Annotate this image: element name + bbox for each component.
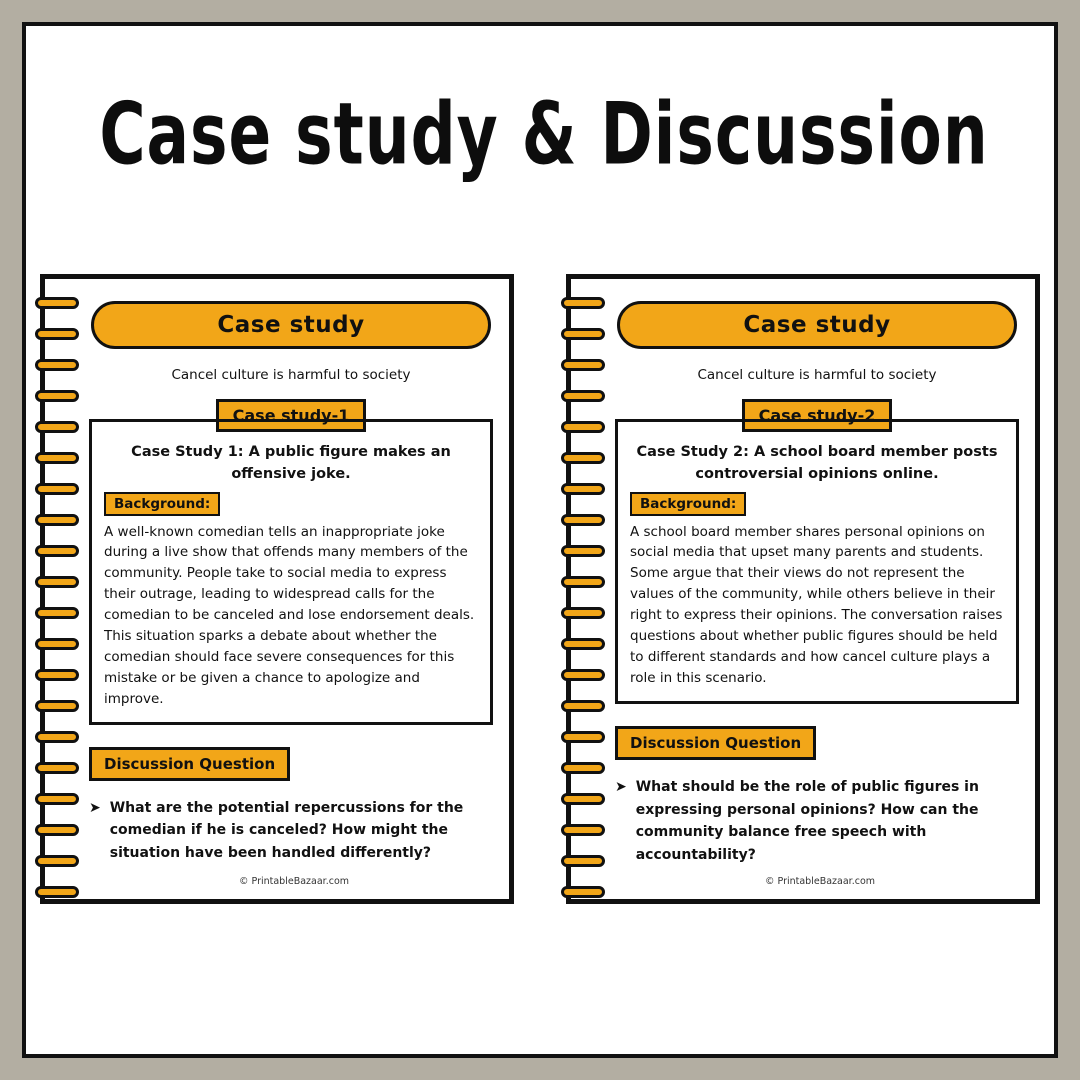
spiral-ring bbox=[561, 607, 605, 619]
page-title: Case study & Discussion bbox=[99, 84, 989, 185]
spiral-ring bbox=[35, 607, 79, 619]
spiral-ring bbox=[35, 421, 79, 433]
spiral-ring bbox=[35, 855, 79, 867]
spiral-ring bbox=[35, 390, 79, 402]
spiral-ring bbox=[561, 483, 605, 495]
spiral-ring bbox=[561, 514, 605, 526]
spiral-ring bbox=[561, 421, 605, 433]
spiral-ring bbox=[35, 297, 79, 309]
case-body-box-2 bbox=[615, 419, 1019, 704]
spiral-ring bbox=[561, 359, 605, 371]
spiral-ring bbox=[561, 669, 605, 681]
spiral-ring bbox=[35, 359, 79, 371]
spiral-ring bbox=[561, 824, 605, 836]
case-body-box-1 bbox=[89, 419, 493, 725]
case-line-2: Case Study 2: A school board member posts controversial opinions online. bbox=[636, 444, 998, 482]
background-label-1: Background: bbox=[104, 492, 220, 516]
spiral-ring bbox=[561, 793, 605, 805]
spiral-ring bbox=[35, 483, 79, 495]
case-study-card-1 bbox=[40, 274, 514, 904]
spiral-ring bbox=[561, 855, 605, 867]
background-label-2: Background: bbox=[630, 492, 746, 516]
spiral-ring bbox=[35, 576, 79, 588]
case-study-card-2 bbox=[566, 274, 1040, 904]
case-line-1: Case Study 1: A public figure makes an offensive joke. bbox=[131, 444, 451, 482]
background-text-1: A well-known comedian tells an inappropriate joke during a live show that offends many members of the community. People take to social media to express their outrage, leading to widespread calls for the comedian to be canceled and lose endorsement deals. This situation sparks a debate about whether the comedian should face severe consequences for this mistake or be given a chance to apologize and improve. bbox=[104, 523, 475, 707]
spiral-ring bbox=[561, 390, 605, 402]
spiral-ring bbox=[561, 886, 605, 898]
footer-credit-2: © PrintableBazaar.com bbox=[764, 876, 876, 887]
spiral-ring bbox=[35, 731, 79, 743]
spiral-ring bbox=[35, 514, 79, 526]
spiral-ring bbox=[561, 700, 605, 712]
arrow-bullet-icon: ➤ bbox=[615, 778, 627, 795]
spiral-ring bbox=[561, 638, 605, 650]
spiral-binding-left bbox=[45, 279, 79, 899]
discussion-question-1 bbox=[89, 797, 493, 865]
spiral-ring bbox=[35, 638, 79, 650]
case-study-pill-1: Case study bbox=[91, 301, 491, 349]
background-text-2: A school board member shares personal opinions on social media that upset many parents and students. Some argue that their views do not represent the values of the community, while others believe in their right to express their opinions. The conversation raises questions about whether public figures should be held to different standards and how cancel culture plays a role in this scenario. bbox=[630, 523, 1003, 686]
card-subtitle-1: Cancel culture is harmful to society bbox=[171, 367, 411, 383]
footer-credit-1: © PrintableBazaar.com bbox=[238, 876, 350, 887]
spiral-binding-right bbox=[571, 279, 605, 899]
spiral-ring bbox=[35, 669, 79, 681]
spiral-ring bbox=[35, 452, 79, 464]
spiral-ring bbox=[35, 762, 79, 774]
spiral-ring bbox=[35, 328, 79, 340]
spiral-ring bbox=[561, 731, 605, 743]
discussion-question-text-1: What are the potential repercussions for the comedian if he is canceled? How might the situation have been handled differently? bbox=[109, 799, 464, 862]
discussion-question-label-1: Discussion Question bbox=[89, 747, 290, 781]
spiral-ring bbox=[35, 700, 79, 712]
spiral-ring bbox=[35, 545, 79, 557]
spiral-ring bbox=[561, 545, 605, 557]
card-subtitle-2: Cancel culture is harmful to society bbox=[697, 367, 937, 383]
arrow-bullet-icon: ➤ bbox=[89, 799, 101, 816]
case-study-tag-2: Case study-2 bbox=[742, 399, 893, 432]
discussion-question-2 bbox=[615, 776, 1019, 867]
spiral-ring bbox=[35, 793, 79, 805]
discussion-question-text-2: What should be the role of public figures in expressing personal opinions? How can the community balance free speech with accountability? bbox=[635, 778, 979, 863]
worksheet-page bbox=[22, 22, 1058, 1058]
spiral-ring bbox=[35, 824, 79, 836]
spiral-ring bbox=[561, 328, 605, 340]
spiral-ring bbox=[561, 762, 605, 774]
case-study-pill-2: Case study bbox=[617, 301, 1017, 349]
case-study-tag-1: Case study-1 bbox=[216, 399, 367, 432]
spiral-ring bbox=[35, 886, 79, 898]
discussion-question-label-2: Discussion Question bbox=[615, 726, 816, 760]
spiral-ring bbox=[561, 452, 605, 464]
spiral-ring bbox=[561, 576, 605, 588]
spiral-ring bbox=[561, 297, 605, 309]
